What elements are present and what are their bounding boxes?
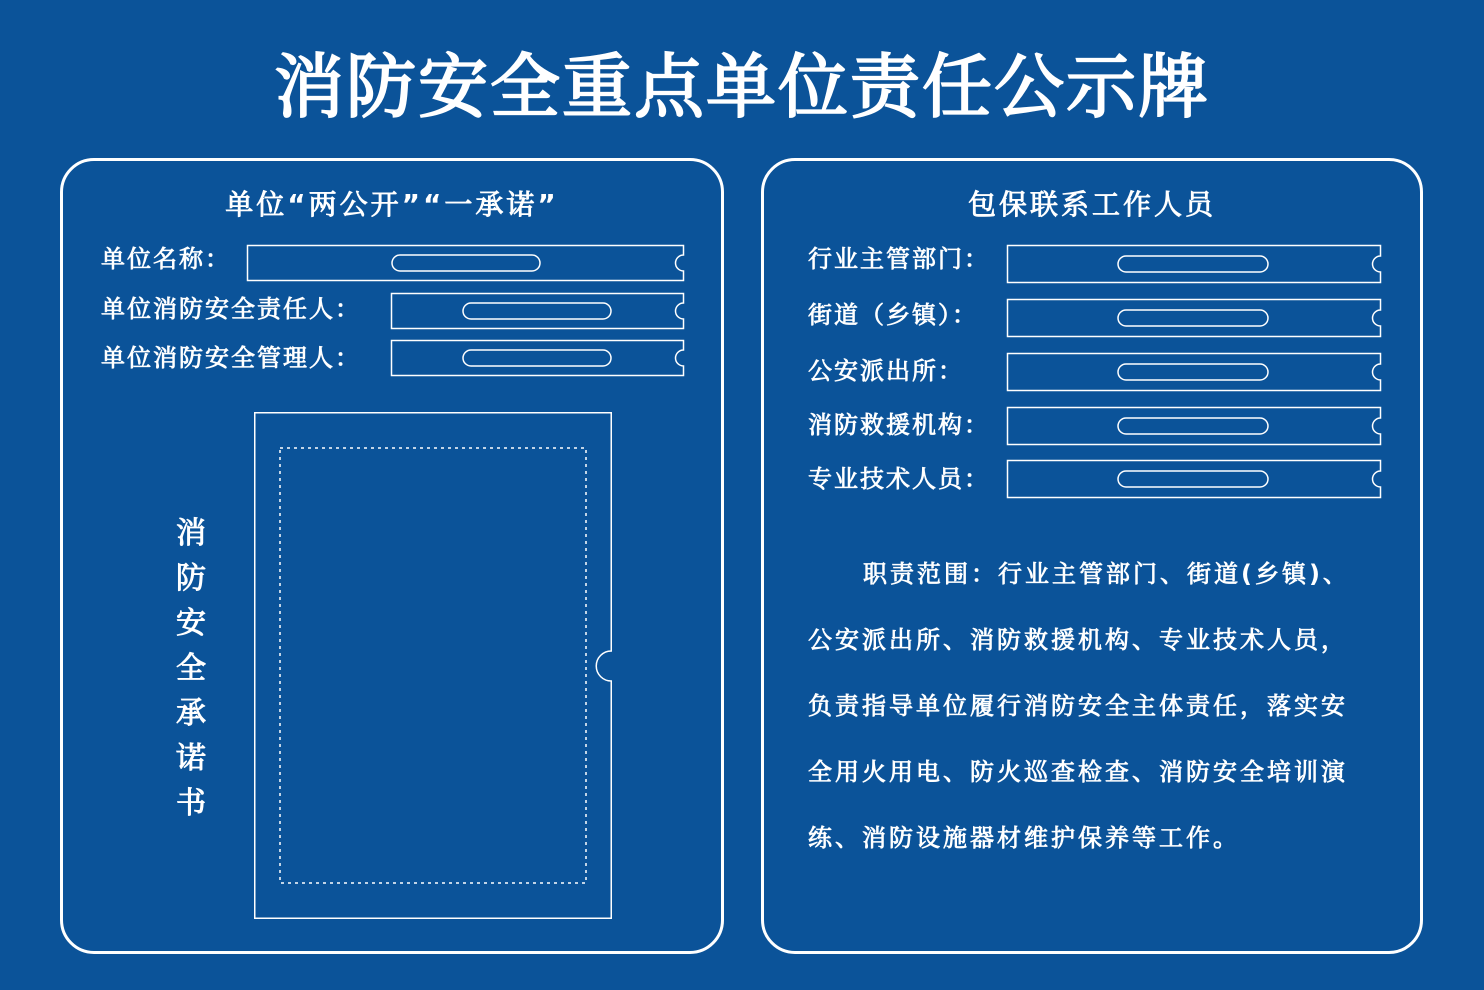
commitment-char: 书 bbox=[176, 786, 206, 821]
duty-line: 练、消防设施器材维护保养等工作。 bbox=[808, 824, 1240, 852]
street-town-label: 街道（乡镇）： bbox=[808, 301, 978, 329]
unit-name-label: 单位名称： bbox=[101, 245, 231, 273]
duty-line: 负责指导单位履行消防安全主体责任，落实安 bbox=[808, 692, 1348, 720]
commitment-char: 诺 bbox=[176, 741, 206, 776]
duty-line: 全用火用电、防火巡查检查、消防安全培训演 bbox=[808, 758, 1348, 786]
contact-staff-panel bbox=[761, 158, 1423, 954]
commitment-letter-label bbox=[171, 511, 211, 826]
contact-staff-heading: 包保联系工作人员 bbox=[967, 188, 1216, 221]
fire-safety-responsible-field bbox=[391, 293, 684, 329]
commitment-char: 承 bbox=[176, 696, 206, 731]
commitment-letter-frame bbox=[254, 412, 612, 919]
police-station-field bbox=[1007, 353, 1381, 391]
card-slot-icon bbox=[1118, 364, 1268, 380]
duty-line: 职责范围：行业主管部门、街道(乡镇)、 bbox=[863, 560, 1350, 588]
insert-area-dashed-border bbox=[280, 448, 586, 883]
fire-safety-manager-field bbox=[391, 340, 684, 376]
police-station-label: 公安派出所： bbox=[808, 357, 964, 385]
commitment-char: 防 bbox=[176, 561, 206, 596]
technical-staff-field bbox=[1007, 460, 1381, 498]
industry-department-field bbox=[1007, 245, 1381, 283]
unit-disclosure-panel bbox=[60, 158, 724, 954]
unit-name-field bbox=[247, 245, 684, 281]
duty-line: 公安派出所、消防救援机构、专业技术人员， bbox=[808, 626, 1348, 654]
card-slot-icon bbox=[1118, 418, 1268, 434]
unit-disclosure-heading: 单位“两公开”“一承诺” bbox=[225, 188, 559, 221]
fire-rescue-agency-label: 消防救援机构： bbox=[808, 411, 990, 439]
commitment-char: 全 bbox=[176, 651, 206, 686]
commitment-char: 安 bbox=[176, 606, 206, 641]
card-slot-icon bbox=[392, 255, 540, 271]
technical-staff-label: 专业技术人员： bbox=[808, 465, 990, 493]
street-town-field bbox=[1007, 299, 1381, 337]
card-slot-icon bbox=[1118, 471, 1268, 487]
page-title: 消防安全重点单位责任公示牌 bbox=[274, 45, 1210, 128]
fire-safety-responsible-label: 单位消防安全责任人： bbox=[101, 295, 361, 323]
card-slot-icon bbox=[1118, 310, 1268, 326]
fire-rescue-agency-field bbox=[1007, 407, 1381, 445]
duty-scope-text bbox=[808, 541, 1388, 871]
fire-safety-manager-label: 单位消防安全管理人： bbox=[101, 344, 361, 372]
card-slot-icon bbox=[1118, 256, 1268, 272]
card-slot-icon bbox=[463, 350, 611, 366]
industry-department-label: 行业主管部门： bbox=[808, 245, 990, 273]
commitment-char: 消 bbox=[176, 516, 206, 551]
card-slot-icon bbox=[463, 303, 611, 319]
